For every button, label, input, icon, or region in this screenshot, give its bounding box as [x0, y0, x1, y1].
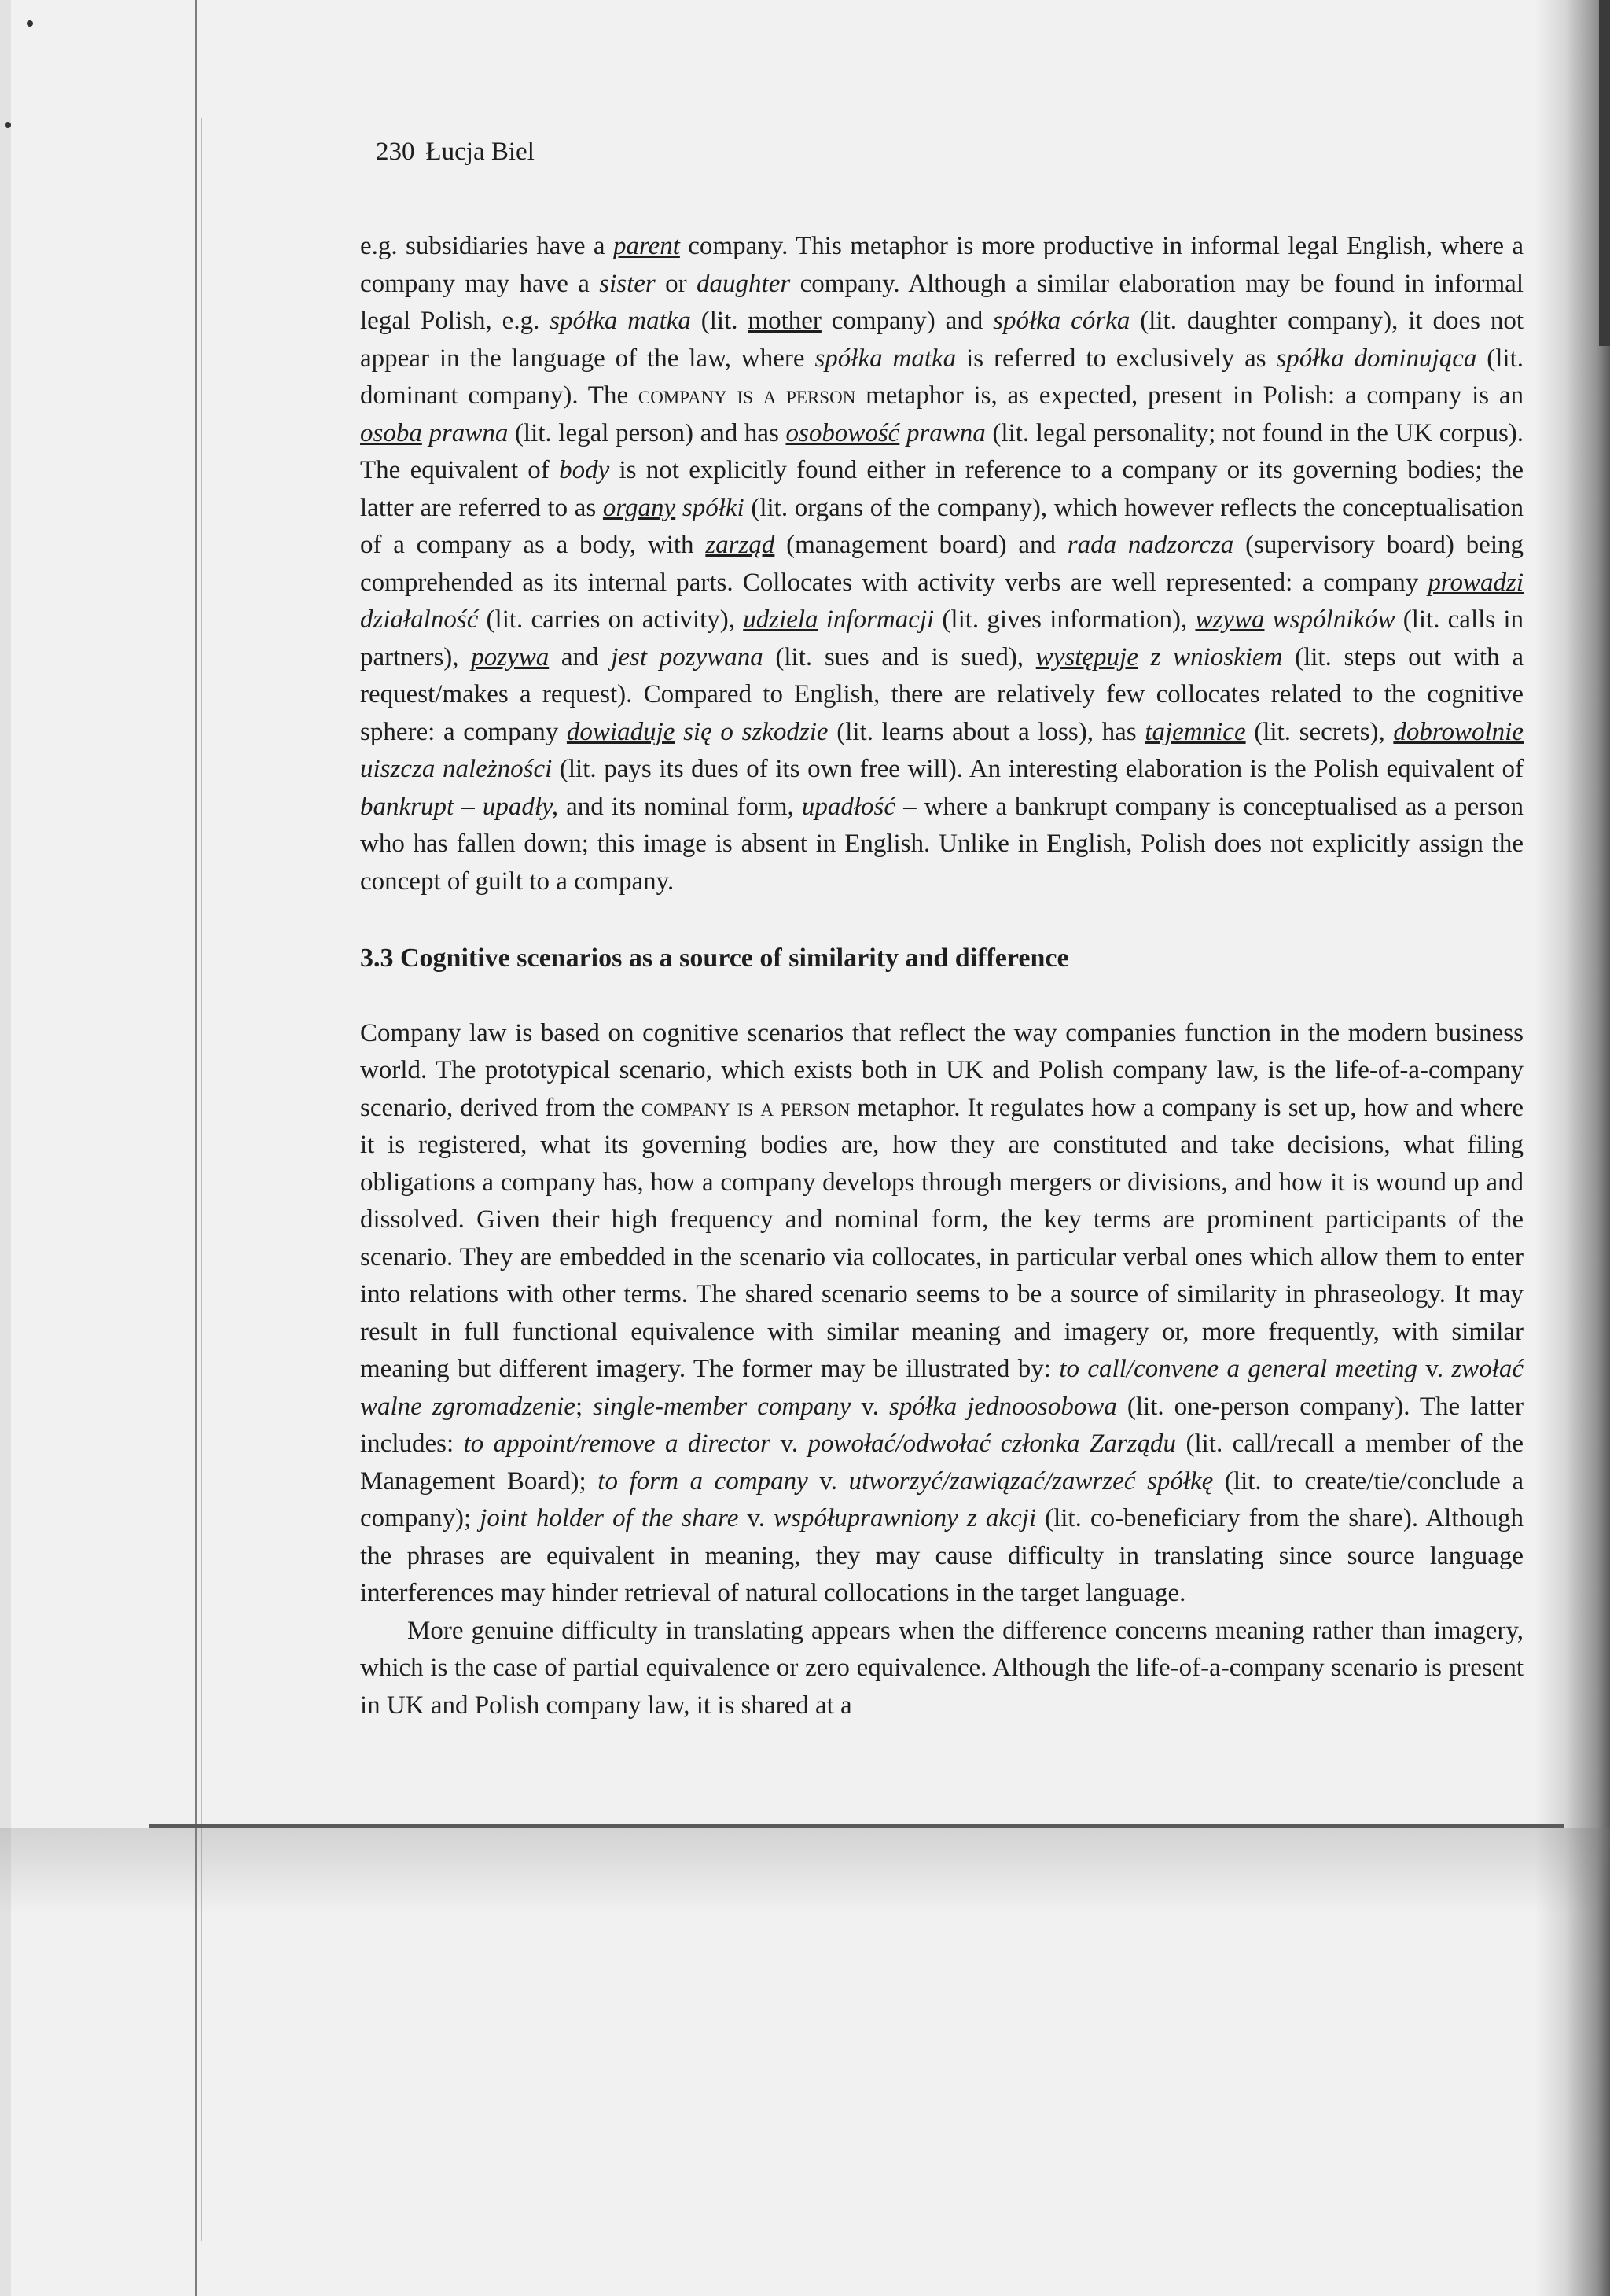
text-run: company) and — [821, 307, 994, 335]
example-term: single-member company — [593, 1392, 851, 1421]
term-prawna: prawna — [428, 418, 509, 447]
term-tajemnice: tajemnice — [1145, 717, 1246, 746]
term-body: body — [559, 456, 610, 484]
scan-speck — [5, 122, 11, 128]
text-run — [899, 419, 906, 447]
term-bankrupt: bankrupt — [360, 792, 454, 821]
text-run: or — [655, 269, 697, 298]
scan-speck — [27, 20, 33, 27]
metaphor-company-is-a-person: company is a person — [641, 1093, 851, 1122]
text-run: (lit. legal personality; not found in the UK corpus). The equivalent of — [360, 418, 1524, 484]
term-wzywa: wzywa — [1195, 605, 1265, 634]
text-run: ; — [575, 1392, 594, 1421]
term-zarzad: zarząd — [705, 531, 775, 559]
term-informacji: informacji — [825, 605, 935, 634]
term-daughter: daughter — [697, 269, 791, 298]
text-run: (lit. pays its dues of its own free will). An interesting elaboration is the Polish equivalent of — [552, 755, 1524, 783]
example-term: to appoint/remove a director — [463, 1429, 771, 1458]
term-osobowosc: osobowość — [785, 418, 900, 447]
gutter-line — [195, 0, 197, 2296]
example-term: powołać/odwołać członka Zarządu — [807, 1429, 1177, 1458]
example-term: to form a company — [597, 1466, 808, 1496]
page-number: 230 — [376, 138, 415, 166]
term-mother: mother — [748, 307, 822, 335]
bottom-fold-shadow — [0, 1828, 1610, 1915]
binding-shadow — [0, 0, 11, 2296]
text-run: v. — [738, 1504, 774, 1533]
text-run: (lit. carries on activity), — [478, 605, 744, 634]
bottom-fold-line — [149, 1824, 1564, 1828]
running-head — [376, 138, 535, 167]
text-run: company. This metaphor is more productive in informal legal English, where a company may have a — [360, 232, 1524, 298]
term-spolka-matka: spółka matka — [814, 344, 957, 373]
text-run: is not explicitly found either in reference to a company or its governing bodies; the latter are referred to as — [360, 456, 1524, 522]
text-run: (lit. sues and is sued), — [763, 642, 1036, 672]
term-wystepuje: występuje — [1035, 642, 1138, 672]
term-upadlosc: upadłość — [801, 792, 895, 821]
paragraph-2 — [360, 1015, 1524, 1613]
term-spolka-matka: spółka matka — [550, 307, 691, 335]
page-edge-dark — [1599, 0, 1610, 346]
text-run: (lit. — [690, 307, 748, 335]
term-jest-pozywana: jest pozywana — [611, 642, 763, 672]
text-run: (lit. to create/tie/conclude a company); — [360, 1466, 1524, 1533]
term-prowadzi: prowadzi — [1428, 568, 1524, 597]
term-udziela: udziela — [743, 605, 818, 634]
text-run: and — [549, 642, 612, 672]
gutter-line-secondary — [201, 118, 202, 2241]
text-run: – where a bankrupt company is conceptualised as a person who has fallen down; this image is absent in English. Unlike in English, Polish does not explicitly assign the concept of guilt to a company. — [360, 792, 1524, 896]
text-run: (lit. gives information), — [934, 605, 1196, 634]
term-z-wnioskiem: z wnioskiem — [1150, 642, 1283, 672]
text-run — [675, 718, 683, 746]
term-spolki: spółki — [682, 493, 744, 522]
text-run: company. Although a similar elaboration may be found in informal legal Polish, e.g. — [360, 269, 1524, 335]
section-heading: 3.3 Cognitive scenarios as a source of similarity and difference — [360, 944, 1069, 973]
text-run — [675, 494, 682, 522]
text-run: – — [454, 792, 483, 821]
text-run: v. — [770, 1429, 808, 1458]
example-term: spółka jednoosobowa — [889, 1392, 1117, 1421]
example-term: joint holder of the share — [480, 1504, 739, 1533]
paragraph-3: More genuine difficulty in translating appears when the difference concerns meaning rather than imagery, which is the case of partial equivalence or zero equivalence. Although the life-of-a-company scenario is present in UK and Polish company law, it is shared at a — [360, 1616, 1524, 1720]
text-run: is referred to exclusively as — [956, 344, 1277, 373]
text-run: (lit. organs of the company), which however reflects the conceptualisation of a company as a body, with — [360, 493, 1524, 559]
example-term: zwołać walne zgromadzenie — [360, 1355, 1524, 1421]
term-uiszcza-naleznosci: uiszcza należności — [360, 755, 553, 783]
term-dzialalnosc: działalność — [360, 605, 479, 634]
paragraph-1 — [360, 228, 1524, 900]
term-upadly: upadły, — [482, 792, 559, 821]
text-run: v. — [1417, 1355, 1452, 1383]
text-run: v. — [807, 1466, 849, 1496]
text-run: v. — [851, 1392, 890, 1421]
term-prawna: prawna — [906, 418, 986, 447]
text-run: (lit. secrets), — [1245, 717, 1394, 746]
text-run: (lit. call/recall a member of the Management Board); — [360, 1429, 1524, 1496]
text-run: (lit. legal person) and has — [508, 418, 786, 447]
term-dowiaduje: dowiaduje — [566, 717, 675, 746]
example-term: utworzyć/zawiązać/zawrzeć spółkę — [848, 1466, 1214, 1496]
text-run: (lit. daughter company), it does not appear in the language of the law, where — [360, 307, 1524, 373]
text-run: (lit. learns about a loss), has — [828, 717, 1145, 746]
term-organy: organy — [602, 493, 676, 522]
text-run: (lit. one-person company). The latter includes: — [360, 1392, 1524, 1458]
term-spolka-dominujaca: spółka dominująca — [1276, 344, 1477, 373]
term-rada-nadzorcza: rada nadzorcza — [1067, 531, 1234, 559]
text-run — [1138, 643, 1151, 672]
text-run: e.g. subsidiaries have a — [360, 232, 613, 260]
page-body — [360, 228, 1524, 1724]
example-term: to call/convene a general meeting — [1059, 1355, 1417, 1383]
text-run: metaphor. It regulates how a company is set up, how and where it is registered, what its governing bodies are, how they are constituted and take decisions, what filing obligations a company has, how a company develops through mergers or divisions, and how it is wound up and dissolved. Given their high frequency and nominal form, the key terms are prominent participants of the scenario. They are embedded in the scenario via collocates, in particular verbal ones which allow them to enter into relations with other terms. The shared scenario seems to be a source of similarity in phraseology. It may result in full functional equivalence with similar meaning and imagery or, more frequently, with similar meaning but different imagery. The former may be illustrated by: — [360, 1093, 1524, 1383]
term-dobrowolnie: dobrowolnie — [1393, 717, 1524, 746]
text-run: Company law is based on cognitive scenarios that reflect the way companies function in the modern business world. The prototypical scenario, which exists both in UK and Polish company law, is the life-of-a-company scenario, derived from the — [360, 1018, 1524, 1122]
term-pozywa: pozywa — [471, 642, 550, 672]
text-run: and its nominal form, — [558, 792, 802, 821]
text-run: metaphor is, as expected, present in Polish: a company is an — [855, 381, 1524, 410]
text-run: (lit. dominant company). The — [360, 344, 1524, 410]
term-osoba: osoba — [360, 418, 422, 447]
example-term: współuprawniony z akcji — [774, 1504, 1036, 1533]
text-run: (management board) and — [774, 531, 1068, 559]
text-run — [818, 605, 826, 634]
text-run — [1264, 605, 1272, 634]
term-wspolnikow: wspólników — [1272, 605, 1395, 634]
term-sister: sister — [599, 269, 656, 298]
term-sie-o-szkodzie: się o szkodzie — [683, 717, 829, 746]
term-parent: parent — [612, 232, 680, 260]
text-run: (supervisory board) being comprehended as its internal parts. Collocates with activity verbs are well represented: a company — [360, 531, 1524, 597]
text-run: (lit. calls in partners), — [360, 605, 1524, 672]
metaphor-company-is-a-person: company is a person — [638, 381, 856, 410]
text-run: (lit. co-beneficiary from the share). Although the phrases are equivalent in meaning, they may cause difficulty in translating since source language interferences may hinder retrieval of natural collocations in the target language. — [360, 1504, 1524, 1607]
author-name: Łucja Biel — [425, 138, 535, 166]
term-spolka-corka: spółka córka — [993, 307, 1130, 335]
text-run: (lit. steps out with a request/makes a request). Compared to English, there are relatively few collocates related to the cognitive sphere: a company — [360, 642, 1524, 746]
